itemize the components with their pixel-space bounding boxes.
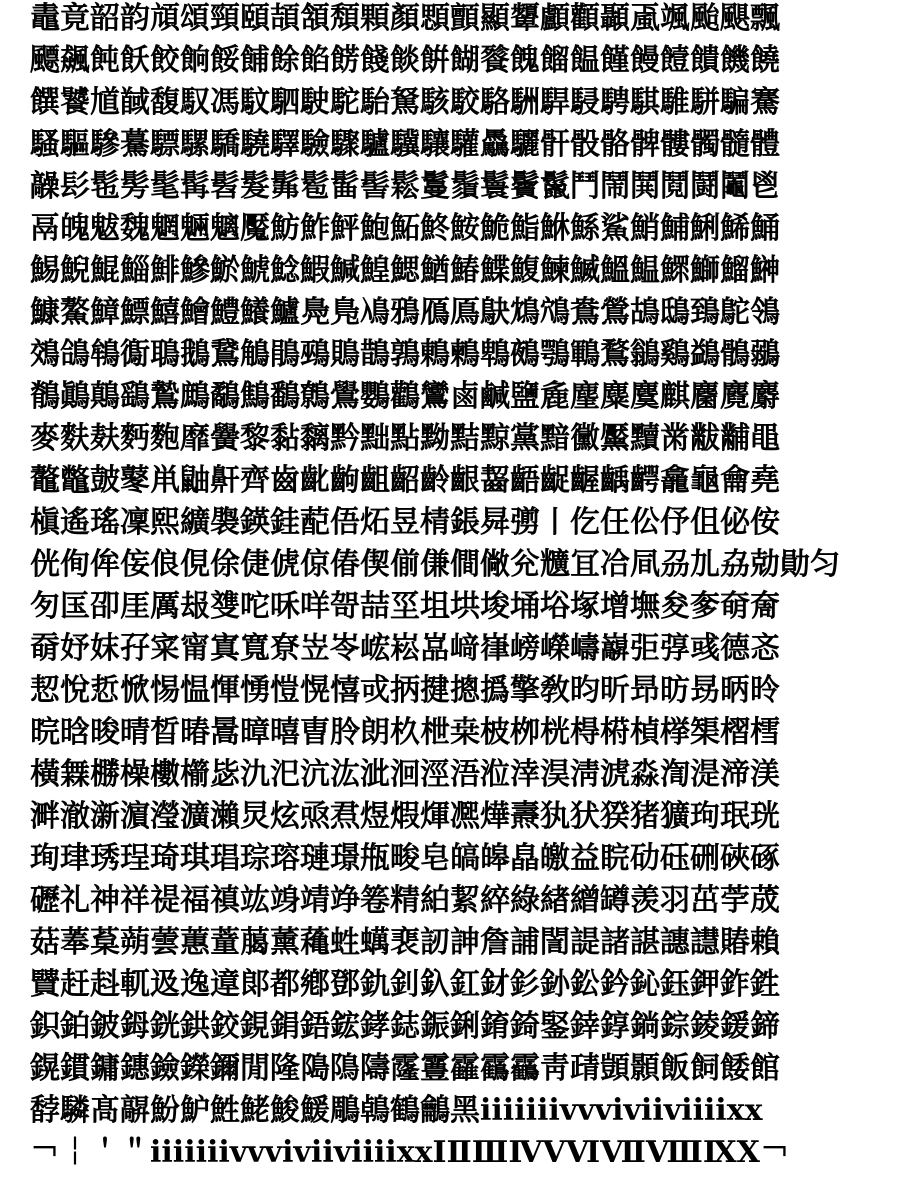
- glyph-line: 槇遙瑤凜熙纊褜鍈銈蓜俉炻昱棈鋹曻彅丨仡仼伀伃伹佖侒: [30, 505, 780, 540]
- glyph-line: 鶺鷆鷏鷂鷙鷓鷸鷦鷭鷯鷽鸚鸛鸞鹵鹹鹽麁麈麋麌麒麕麑麝: [30, 379, 780, 414]
- glyph-line: 飃飆飩飫餃餉餒餔餘餡餝餞餤餠餬餮餽餾饂饉饅饐饋饑饒: [30, 43, 780, 78]
- glyph-line: 麥麩麸麪麭靡黌黎黏黐黔黜點黝黠黥黨黯黴黶黷黹黻黼黽: [30, 421, 780, 456]
- glyph-line: 馞驎髙髜魵魲鮏鮱鮻鰀鵰鵫鶴鸙黑ⅰⅱⅲⅳⅴⅵⅶⅷⅸⅹ: [30, 1093, 763, 1128]
- glyph-line: 髞髟髢髣髦髯髫髮髴髱髷髻鬆鬘鬚鬟鬢鬣鬥鬧鬨鬩鬪鬮鬯: [30, 169, 780, 204]
- glyph-line: 礰礼神祥禔福禛竑竧靖竫箞精絈絜綷綠緖繒罇羡羽茁荢荿: [30, 883, 780, 918]
- glyph-line: 菇菶葈蒴蕓蕙蕫﨟薰蘒﨡蠇裵訒訷詹誧誾諟諸諶譓譿賰賴: [30, 925, 780, 960]
- glyph-line: 騷驅驂驀驃騾驕驍驛驗驟驢驥驤驩驫驪骭骰骼髀髏髑髓體: [30, 127, 780, 162]
- glyph-line: 饌饕馗馘馥馭馮馼駟駛駝駘駑駭駮駱駲駻駸騁騏騅駢騙騫: [30, 85, 780, 120]
- glyph-line: 鬲魄魃魏魍魎魑魘魴鮓鮃鮑鮖鮗鮟鮠鮨鮴鯀鯊鮹鯆鯏鯑鯒: [30, 211, 780, 246]
- glyph-line: 鵁鴿鴾鵆鵈鵝鵞鵤鵑鵐鵙鵲鶉鶇鶫鵯鵺鶚鶤鶩鶲鷄鷁鶻鶸: [30, 337, 780, 372]
- glyph-line: 晥晗晙晴晳暙暠暲暿曺朎朗杦枻桒柀栁桄棏﨓楨﨔榘槢樰: [30, 715, 780, 750]
- glyph-line: 侊侚侔侫俍俔俆倢俿倞偆偰偂傔僴僘兊兤冝冾凬刕劜劦勀勛匀: [30, 547, 840, 582]
- glyph-line: 鼃竟韶韵頏頌頸頤頡頷頽顆顏顋顫顯顰顱顴顳颪颯颱颶飄: [30, 1, 780, 36]
- glyph-line: 贒赶﨣軏﨤逸遧郞都鄕鄧釚釗釞釭釮釤釥鈆鈐鈊鈺鉀鈼鉎: [30, 967, 780, 1002]
- glyph-line: 溿澈澵濵瀅瀇瀨炅炫焏焄煜煆煇凞燁燾犱犾猤猪獷玽珉珖: [30, 799, 780, 834]
- glyph-line: 匇匤卲厓厲叝﨎咜咊咩哿喆坙坥垬埈埇﨏塚增墲夋奓奛奝: [30, 589, 780, 624]
- glyph-line: ￢￤＇＂ⅰⅱⅲⅳⅴⅵⅶⅷⅸⅹⅠⅡⅢⅣⅤⅥⅦⅧⅨⅩ￢: [30, 1135, 790, 1170]
- glyph-line: 鉙鉑鈹鉧銧鉷鉸鋧鋗鋙鋐﨧鋕鋠鋓錥錡鋻﨨錞鋿錝錂鍰鍗: [30, 1009, 780, 1044]
- glyph-line: 珣珒琇珵琦琪琩琮瑢璉璟甁畯皂皜皞皛皦益睆劯砡硎硤硺: [30, 841, 780, 876]
- glyph-line: 奣妤妺孖寀甯寘寬尞岦岺峵崧嵓﨑嵂嵭嶸嶹巐弡弴彧德忞: [30, 631, 780, 666]
- glyph-line: 鼇鼈皷鼕鼡鼬鼾齊齒齔齣齟齠齡齦齧齬齪齷齲齶龕龜龠堯: [30, 463, 780, 498]
- glyph-line: 恝悅悊惞惕愠惲愑愷愰憘戓抦揵摠撝擎敎昀昕昻昉昮昞昤: [30, 673, 780, 708]
- glyph-line: 橫橆橳橾櫢櫤毖氿汜沆汯泚洄涇浯涖涬淏淸淲淼渹湜渧渼: [30, 757, 780, 792]
- glyph-line: 鯣鯢鯤鯔鯡鰺鯲鯱鯰鰕鰔鰉鰓鰌鰆鰈鰒鰊鰄鰮鰛鰥鰤鰡鰰: [30, 253, 780, 288]
- glyph-line: 鱇鰲鱆鰾鱚鱠鱧鱶鱸鳧鳬鳰鴉鴈鳫鴃鴆鴪鴦鶯鴣鴟鵄鴕鴒: [30, 295, 780, 330]
- glyph-line: 鎤鏆鏞鏸鐱鑅鑈閒隆﨩隝隯霳霻靃靍靏靑靕顗顥飯飼餧館: [30, 1051, 780, 1086]
